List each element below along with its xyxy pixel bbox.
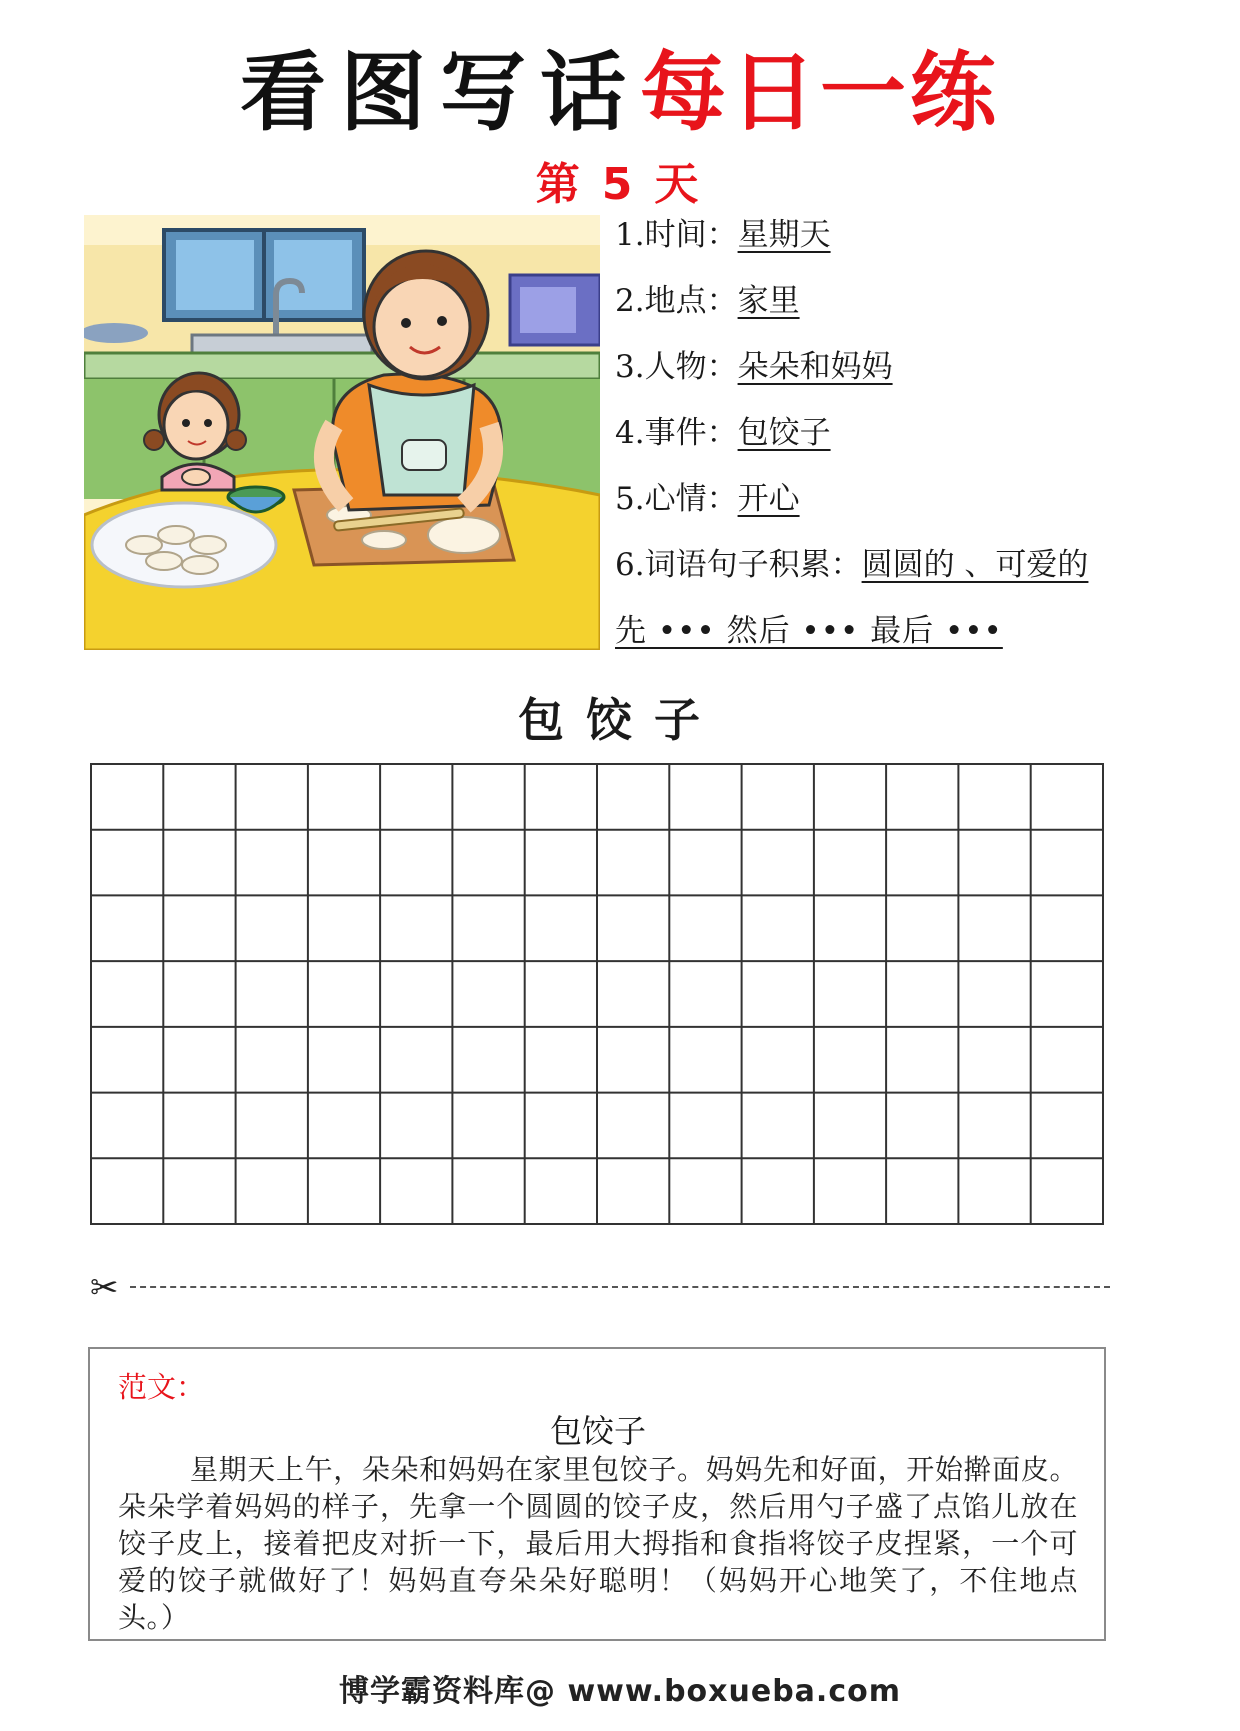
illustration-svg xyxy=(84,215,600,650)
title-part1: 看图写话 xyxy=(240,43,640,143)
scissors-icon: ✂ xyxy=(90,1268,119,1308)
day-number: 5 xyxy=(601,159,639,210)
info-label: 3.人物： xyxy=(615,349,738,385)
essay-label: 范文： xyxy=(118,1370,206,1404)
day-label xyxy=(0,148,1240,212)
info-value: 开心 xyxy=(737,481,800,517)
info-label: 6.词语句子积累： xyxy=(615,547,862,583)
footer-watermark: 博学霸资料库@ www.boxueba.com xyxy=(339,1674,901,1709)
info-value: 星期天 xyxy=(737,217,831,253)
info-label: 5.心情： xyxy=(615,481,738,517)
info-row-place xyxy=(615,276,1175,342)
info-value: 家里 xyxy=(737,283,800,319)
dashed-divider xyxy=(130,1286,1110,1288)
writing-grid[interactable] xyxy=(90,763,1105,1225)
illustration-mother-daughter-dumplings xyxy=(84,215,600,650)
info-row-event xyxy=(615,408,1175,474)
info-row-mood xyxy=(615,474,1175,540)
writing-grid-svg xyxy=(90,763,1105,1225)
page-title xyxy=(0,38,1240,148)
model-essay-box xyxy=(88,1347,1106,1641)
info-row-vocabulary xyxy=(615,540,1175,606)
info-value: 朵朵和妈妈 xyxy=(737,349,893,385)
info-value: 包饺子 xyxy=(737,415,831,451)
info-row-vocabulary-line2 xyxy=(615,606,1175,672)
info-label: 4.事件： xyxy=(615,415,738,451)
info-value: 圆圆的 、可爱的 xyxy=(861,547,1089,583)
info-value-line2: 先 ••• 然后 ••• 最后 ••• xyxy=(615,613,1003,649)
day-prefix: 第 xyxy=(535,159,586,210)
info-label: 2.地点： xyxy=(615,283,738,319)
writing-heading: 包饺子 xyxy=(518,693,722,747)
cut-line xyxy=(90,1268,1110,1308)
info-label: 1.时间： xyxy=(615,217,738,253)
essay-text: 星期天上午，朵朵和妈妈在家里包饺子。妈妈先和好面，开始擀面皮。朵朵学着妈妈的样子，先拿一个圆圆的饺子皮，然后用勺子盛了点馅儿放在饺子皮上，接着把皮对折一下，最后用大拇指和食指将饺子皮捏紧，一个可爱的饺子就做好了！妈妈直夸朵朵好聪明！（妈妈开心地笑了，不住地点头。） xyxy=(118,1453,1078,1634)
info-row-people xyxy=(615,342,1175,408)
essay-title: 包饺子 xyxy=(549,1412,646,1450)
info-row-time xyxy=(615,210,1175,276)
day-suffix: 天 xyxy=(654,159,705,210)
title-part2: 每日一练 xyxy=(640,43,1000,143)
info-list xyxy=(615,210,1175,672)
